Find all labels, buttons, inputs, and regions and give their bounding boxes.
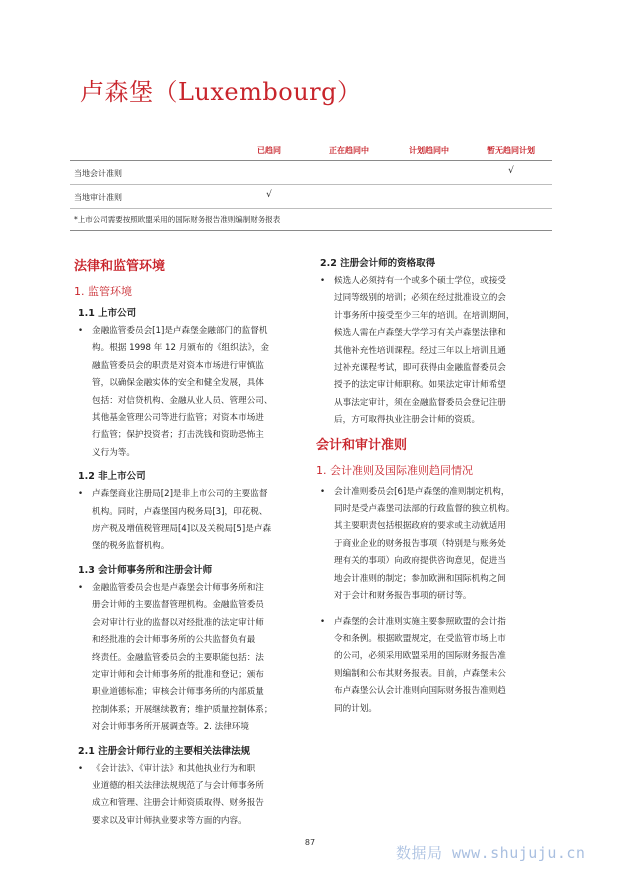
paragraph-firms-and-cpas: • 金融监管委员会也是卢森堡会计师事务所和注 册会计师的主要监督管理机构。金融监管委员 会对审计行业的监督以对经批准的法定审计师 和经批准的会计师事务所的公共监督负有最 终责任。金融监管委员会的主要职能包括：法 定审计师和会计师事务所的批准和登记；颁布 职业道德标准；审核会计师事务所的内部质量 控制体系；开展继续教育；维护质量控制体系； 对会计师事务所开展调查等。2. 法律环境 [74, 580, 306, 737]
page-number: 87 [304, 838, 316, 847]
subsection-title-regulatory: 1. 监管环境 [74, 285, 132, 298]
table-footnote [70, 209, 552, 231]
heading-cpa-qualification: 2.2 注册会计师的资格取得 [320, 258, 436, 269]
check-mark: √ [266, 190, 272, 200]
left-column [74, 255, 306, 834]
watermark: 数据局 www.shujuju.cn [396, 844, 586, 862]
section-title-standards: 会计和审计准则 [316, 437, 408, 453]
footnote-text: *上市公司需要按照欧盟采用的国际财务报告准则编制财务报表 [74, 215, 281, 224]
paragraph-eu-directives: • 卢森堡的会计准则实施主要参照欧盟的会计指 令和条例。根据欧盟规定，在受监管市场上市 的公司，必须采用欧盟采用的国际财务报告准 则编制和公布其财务报表。目前，卢森堡未公 布卢森堡公认会计准则向国际财务报告准则趋 同的计划。 [316, 614, 552, 718]
header-converged: 已趋同 [257, 146, 281, 155]
header-planned: 计划趋同中 [409, 146, 449, 155]
paragraph-laws-regulations: • 《会计法》、《审计法》和其他执业行为和职 业道德的相关法律法规规范了与会计师事务所 成立和管理、注册会计师资质取得、财务报告 要求以及审计师执业要求等方面的内容。 [74, 761, 306, 831]
paragraph-unlisted-companies: • 卢森堡商业注册局[2]是非上市公司的主要监督 机构。同时，卢森堡国内税务局[3]，印花税、 房产税及增值税管理局[4]以及关税局[5]是卢森 堡的税务监督机构。 [74, 486, 306, 556]
status-table-header [70, 140, 552, 161]
page-title: 卢森堡（Luxembourg） [80, 78, 362, 106]
heading-listed-companies: 1.1 上市公司 [78, 308, 137, 319]
paragraph-standards-board: • 会计准则委员会[6]是卢森堡的准则制定机构， 同时是受卢森堡司法部的行政监督的独立机构。 其主要职责包括根据政府的要求或主动就适用 于商业企业的财务报告事项（特别是与账务处 理有关的事项）向政府提供咨询意见，促进当 地会计准则的制定；参加欧洲和国际机构之间 对于会计和财务报告事项的研讨等。 [316, 484, 552, 606]
table-row [70, 161, 552, 185]
heading-unlisted-companies: 1.2 非上市公司 [78, 471, 146, 483]
heading-laws-regulations: 2.1 注册会计师行业的主要相关法律法规 [78, 745, 251, 757]
paragraph-cpa-qualification: • 候选人必须持有一个或多个硕士学位，或接受 过同等级别的培训；必须在经过批准设立的会 计事务所中接受至少三年的培训。在培训期间， 候选人需在卢森堡大学学习有关卢森堡法律和 其他补充性培训课程。经过三年以上培训且通 过补充课程考试，即可获得由金融监督委员会 授予的法定审计师职称。如果法定审计师希望 从事法定审计，须在金融监督委员会登记注册 后，方可取得执业注册会计师的资质。 [316, 273, 552, 430]
convergence-status-table [70, 140, 552, 231]
table-row [70, 185, 552, 209]
header-no-plan: 暂无趋同计划 [487, 146, 535, 155]
check-mark: √ [508, 166, 514, 176]
heading-firms-and-cpas: 1.3 会计师事务所和注册会计师 [78, 564, 213, 576]
right-column [316, 255, 552, 722]
header-converging: 正在趋同中 [329, 146, 369, 155]
row-label-accounting: 当地会计准则 [74, 169, 122, 178]
section-title-legal: 法律和监管环境 [74, 259, 166, 274]
subsection-title-convergence: 1. 会计准则及国际准则趋同情况 [316, 463, 473, 477]
paragraph-listed-companies: • 金融监管委员会[1]是卢森堡金融部门的监督机 构。根据 1998 年 12 月颁布的《组织法》，金 融监管委员会的职责是对资本市场进行审慎监 管，以确保金融实体的安全和健全发展，具体 包括：对信贷机构、金融从业人员、管理公司、 其他基金管理公司等进行监管；对资本市场进 行监管；保护投资者；打击洗钱和资助恐怖主 义行为等。 [74, 323, 306, 462]
row-label-auditing: 当地审计准则 [74, 193, 122, 202]
